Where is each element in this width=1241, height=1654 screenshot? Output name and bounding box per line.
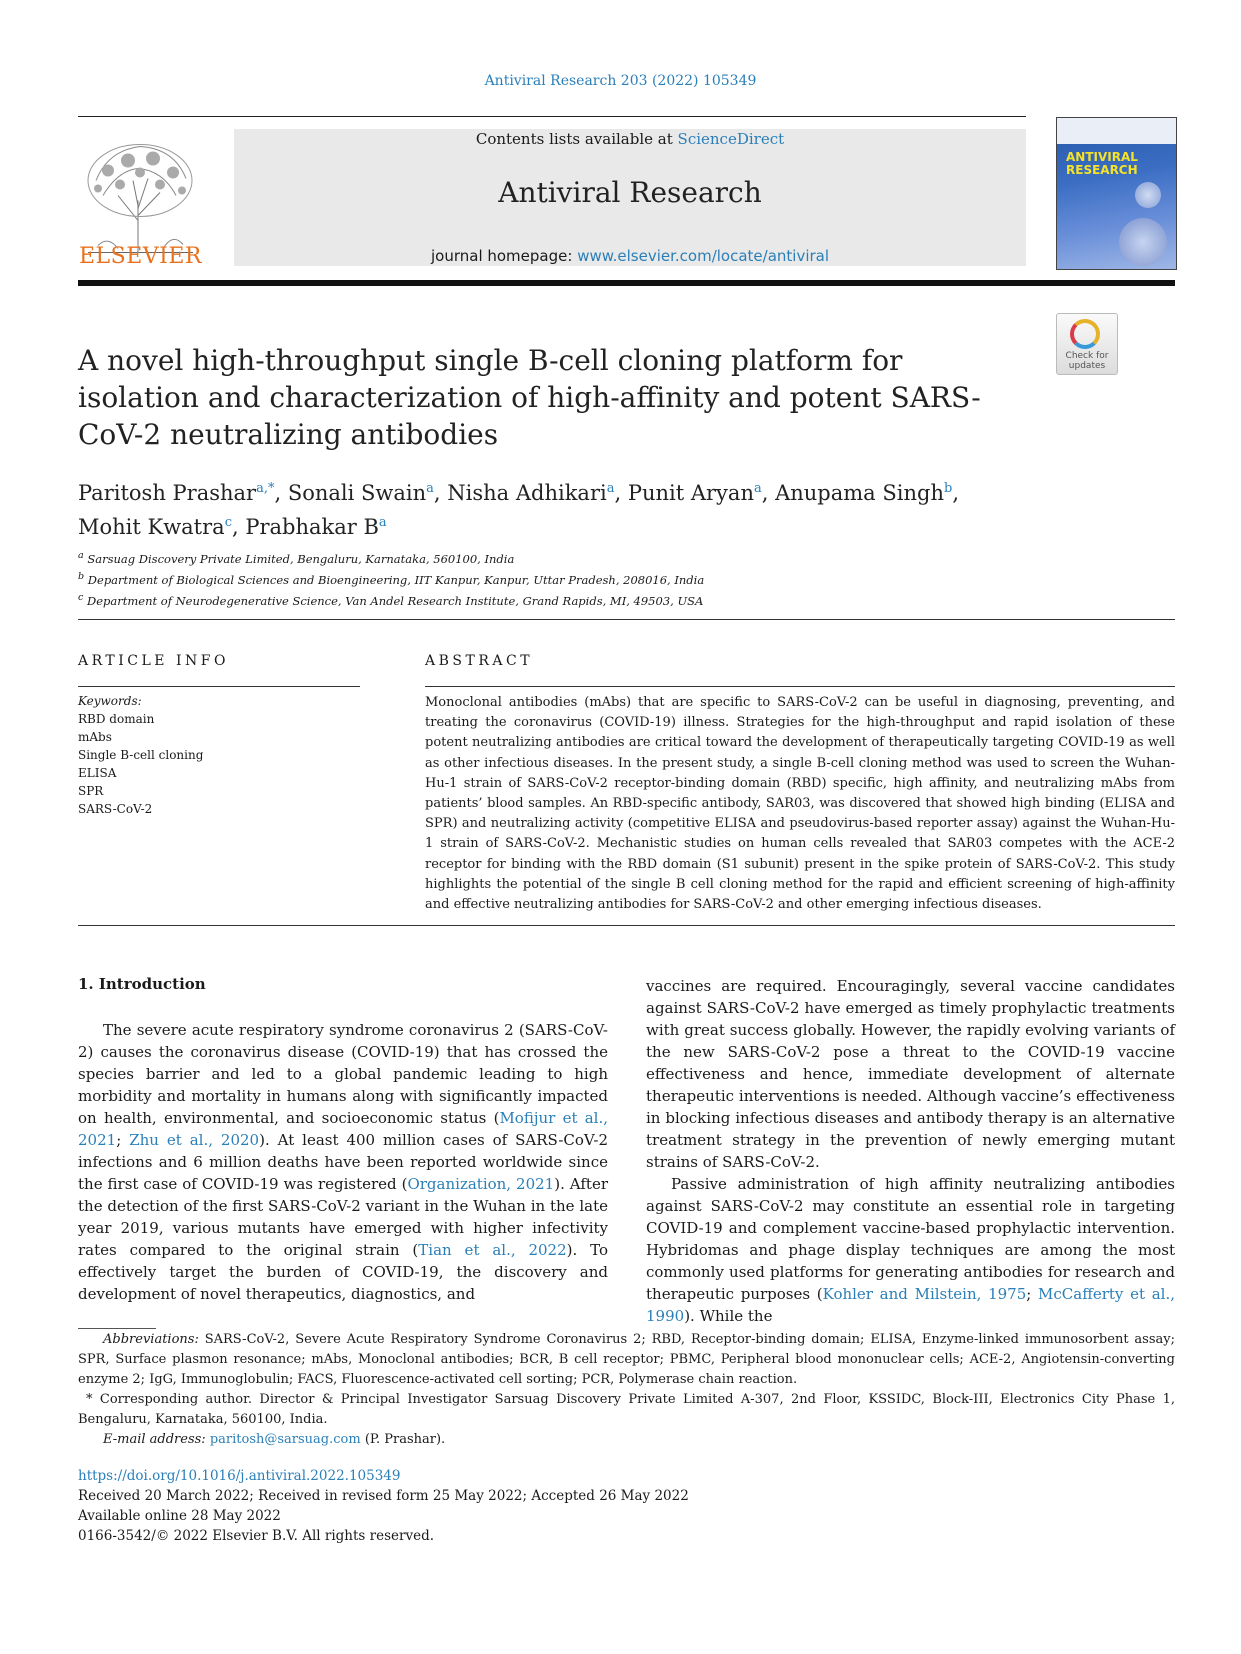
keyword: SPR: [78, 784, 104, 798]
article-info-rule: [78, 686, 360, 687]
affiliation-key: c: [78, 591, 84, 603]
abstract-end-rule: [78, 925, 1175, 926]
contents-line: [234, 130, 1026, 148]
abstract-text: Monoclonal antibodies (mAbs) that are specific to SARS-CoV-2 can be useful in diagnosing, preventing, and treating the coronavirus (COVID-19) illness. Strategies for the high-throughput and rapid isolation of these potent neutralizing antibodies are critical toward the development of therapeutically targeting COVID-19 as well as other infectious diseases. In the present study, a single B-cell cloning method was used to screen the Wuhan-Hu-1 strain of SARS-CoV-2 receptor-binding domain (RBD) specific, high affinity, and neutralizing mAbs from patients’ blood samples. An RBD-specific antibody, SAR03, was discovered that showed high binding (ELISA and SPR) and neutralizing activity (competitive ELISA and pseudovirus-based reporter assay) against the Wuhan-Hu-1 strain of SARS-CoV-2. Mechanistic studies on human cells revealed that SAR03 competes with the ACE-2 receptor for binding with the RBD domain (S1 subunit) present in the spike protein of SARS-CoV-2. This study highlights the potential of the single B cell cloning method for the rapid and efficient screening of high-affinity and effective neutralizing antibodies for SARS-CoV-2 and other emerging infectious diseases.: [425, 695, 1175, 913]
footnotes: [78, 1330, 1175, 1450]
footnote-rule: [78, 1328, 156, 1329]
keyword: SARS-CoV-2: [78, 802, 153, 816]
journal-cover-thumbnail[interactable]: [1056, 117, 1177, 270]
body-text: ). While the: [684, 1307, 773, 1325]
body-text: ;: [116, 1131, 130, 1149]
masthead-top-rule: [78, 116, 1026, 117]
journal-homepage-link[interactable]: www.elsevier.com/locate/antiviral: [577, 247, 830, 265]
keyword: ELISA: [78, 766, 117, 780]
author-name[interactable]: Nisha Adhikari: [447, 481, 607, 505]
affiliation-key: b: [78, 570, 85, 582]
cover-top-band: [1057, 118, 1176, 144]
author-affiliation-mark[interactable]: a,*: [256, 481, 275, 496]
abbreviations-text: SARS-CoV-2, Severe Acute Respiratory Syndrome Coronavirus 2; RBD, Receptor-binding domain; ELISA, Enzyme-linked immunosorbent assay; SPR, Surface plasmon resonance; mAbs, Monoclonal antibodies; BCR, B cell receptor; PBMC, Peripheral blood mononuclear cells; ACE-2, Angiotensin-converting enzyme 2; IgG, Immunoglobulin; FACS, Fluorescence-activated cell sorting; PCR, Polymerase chain reaction.: [78, 1332, 1175, 1387]
affiliation-rule: [78, 619, 1175, 620]
abstract-heading: ABSTRACT: [425, 653, 534, 669]
keyword: Single B-cell cloning: [78, 748, 204, 762]
online-date: Available online 28 May 2022: [78, 1508, 281, 1524]
body-text: The severe acute respiratory syndrome coronavirus 2 (SARS-CoV-2) causes the coronavirus disease (COVID-19) that has crossed the species barrier and led to a global pandemic leading to high morbidity and mortality in humans along with significantly impacted on health, environmental, and socioeconomic status (: [78, 1021, 608, 1127]
body-paragraph: [646, 1173, 1175, 1327]
affiliation-item: [78, 589, 1078, 610]
body-paragraph: vaccines are required. Encouragingly, several vaccine candidates against SARS-CoV-2 have emerged as timely prophylactic treatments with great success globally. However, the rapidly evolving variants of the new SARS-CoV-2 pose a threat to the COVID-19 vaccine effectiveness and hence, immediate development of alternate therapeutic interventions is needed. Although vaccine’s effectiveness in blocking infectious diseases and antibody therapy is an alternative treatment strategy in the prevention of newly emerging mutant strains of SARS-CoV-2.: [646, 977, 1175, 1171]
author-name[interactable]: Punit Aryan: [627, 481, 754, 505]
journal-reference[interactable]: Antiviral Research 203 (2022) 105349: [484, 73, 757, 89]
keywords-block: [78, 692, 203, 818]
publication-info: [78, 1466, 689, 1546]
affiliation-key: a: [78, 550, 84, 561]
email-footnote: [78, 1430, 1175, 1450]
citation-link[interactable]: Organization, 2021: [407, 1175, 555, 1193]
author-name[interactable]: Sonali Swain: [287, 481, 427, 505]
cover-virus-small-icon: [1135, 182, 1161, 208]
author-affiliation-mark[interactable]: c: [224, 515, 232, 530]
cover-title-line2: RESEARCH: [1066, 163, 1138, 177]
email-suffix: (P. Prashar).: [360, 1432, 446, 1447]
email-link[interactable]: paritosh@sarsuag.com: [209, 1432, 361, 1447]
body-text: ). To effectively target the burden of COVID-19, the discovery and development of novel therapeutics, diagnostics, and: [78, 1241, 608, 1303]
received-dates: Received 20 March 2022; Received in revised form 25 May 2022; Accepted 26 May 2022: [78, 1488, 689, 1504]
crossmark-label: [1057, 351, 1117, 371]
citation-link[interactable]: Tian et al., 2022: [418, 1241, 567, 1259]
abbreviations-footnote: [78, 1330, 1175, 1390]
affiliation-text: Department of Neurodegenerative Science, Van Andel Research Institute, Grand Rapids, MI, 49503, USA: [87, 593, 704, 608]
corresponding-author-footnote: * Corresponding author. Director & Principal Investigator Sarsuag Discovery Private Limited A-307, 2nd Floor, KSSIDC, Block-III, Electronics City Phase 1, Bengaluru, Karnataka, 560100, India.: [78, 1392, 1175, 1427]
body-text: Passive administration of high affinity neutralizing antibodies against SARS-CoV-2 may constitute an essential role in targeting COVID-19 and complement vaccine-based prophylactic intervention. Hybridomas and phage display techniques are among the most commonly used platforms for generating antibodies for research and therapeutic purposes (: [646, 1175, 1175, 1303]
author-affiliation-mark[interactable]: b: [943, 481, 953, 496]
sciencedirect-link[interactable]: ScienceDirect: [677, 130, 785, 148]
author-affiliation-mark[interactable]: a: [753, 481, 762, 496]
keyword: mAbs: [78, 730, 112, 744]
homepage-line: [234, 247, 1026, 265]
journal-title: Antiviral Research: [498, 176, 762, 209]
body-column-right: [646, 975, 1175, 1327]
author-name[interactable]: Paritosh Prashar: [78, 481, 257, 505]
abbreviations-label: Abbreviations:: [103, 1332, 199, 1347]
copyright: 0166-3542/© 2022 Elsevier B.V. All rights reserved.: [78, 1528, 435, 1544]
citation-link[interactable]: McCafferty et al., 1990: [646, 1285, 1175, 1325]
abstract-rule: [425, 686, 1175, 687]
cover-title: [1066, 151, 1138, 177]
doi-link[interactable]: https://doi.org/10.1016/j.antiviral.2022.105349: [78, 1468, 401, 1484]
citation-link[interactable]: Kohler and Milstein, 1975: [822, 1285, 1027, 1303]
citation-link[interactable]: Mofijur et al., 2021: [78, 1109, 609, 1149]
homepage-prefix: journal homepage:: [430, 247, 578, 265]
section-heading-introduction: 1. Introduction: [78, 975, 206, 993]
masthead-thick-rule: [78, 280, 1175, 286]
body-column-left: [78, 1019, 608, 1305]
keyword: RBD domain: [78, 712, 155, 726]
author-name[interactable]: Prabhakar B: [245, 515, 379, 539]
author-affiliation-mark[interactable]: a: [378, 515, 387, 530]
affiliation-item: [78, 547, 1078, 568]
body-text: ). At least 400 million cases of SARS-CoV-2 infections and 6 million deaths have been reported worldwide since the first case of COVID-19 was registered (: [78, 1131, 608, 1193]
author-affiliation-mark[interactable]: a: [426, 481, 434, 496]
affiliation-text: Sarsuag Discovery Private Limited, Bengaluru, Karnataka, 560100, India: [87, 551, 515, 566]
author-list: Paritosh Prashar$^{a,*}$, Sonali Swain$^a$, Nisha Adhikari$^a$, Punit Aryan$^a$, Anupama Singh$^b$, Mohit Kwatra$^c$, Prabhakar B$^a$: [78, 481, 959, 539]
cover-title-line1: ANTIVIRAL: [1066, 150, 1138, 164]
crossmark-icon: [1070, 319, 1100, 349]
author-name[interactable]: Anupama Singh: [775, 481, 944, 505]
affiliation-item: [78, 568, 1078, 589]
email-label: E-mail address:: [103, 1432, 206, 1447]
contents-prefix: Contents lists available at: [475, 130, 678, 148]
author-name[interactable]: Mohit Kwatra: [78, 515, 225, 539]
body-text: ). After the detection of the first SARS-CoV-2 variant in the Wuhan in the late year 2019, various mutants have emerged with higher infectivity rates compared to the original strain (: [78, 1175, 608, 1259]
check-for-updates-button[interactable]: [1056, 313, 1118, 375]
article-title: A novel high-throughput single B-cell cloning platform for isolation and characterization of high-affinity and potent SARS-CoV-2 neutralizing antibodies: [78, 344, 981, 451]
article-info-heading: ARTICLE INFO: [78, 653, 229, 669]
keywords-label: Keywords:: [78, 694, 142, 708]
citation-link[interactable]: Zhu et al., 2020: [129, 1131, 260, 1149]
affiliations: [78, 547, 1078, 609]
crossmark-line1: Check for: [1065, 351, 1109, 361]
affiliation-text: Department of Biological Sciences and Bioengineering, IIT Kanpur, Kanpur, Uttar Pradesh, 208016, India: [87, 572, 705, 587]
publisher-wordmark: ELSEVIER: [78, 244, 202, 269]
author-affiliation-mark[interactable]: a: [606, 481, 615, 496]
body-text: ;: [1026, 1285, 1039, 1303]
cover-virus-graphic-icon: [1119, 218, 1167, 266]
crossmark-line2: updates: [1068, 361, 1106, 371]
